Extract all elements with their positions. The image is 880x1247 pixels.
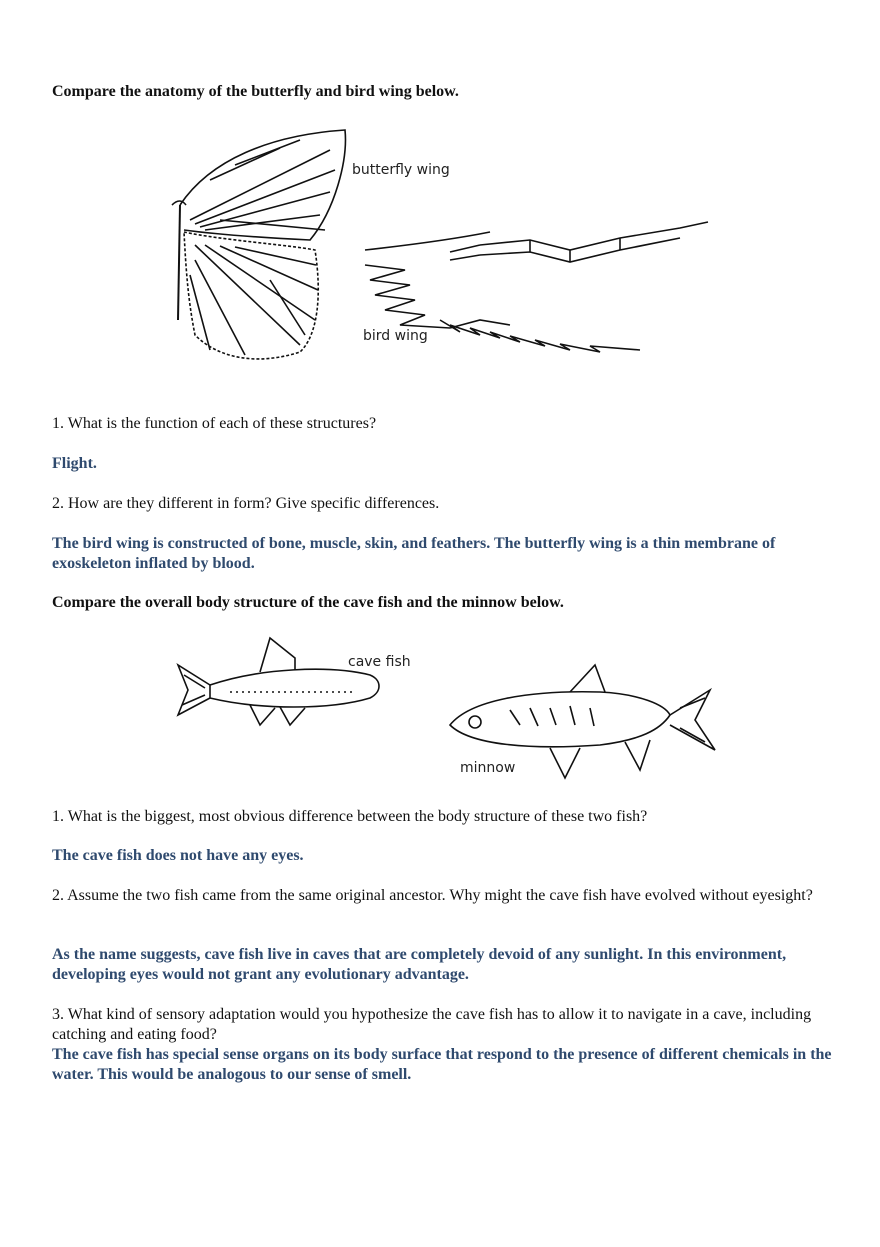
s2-answer-2: As the name suggests, cave fish live in caves that are completely devoid of any sunlight. In this environment, developing eyes would not grant any evolutionary advantage. (52, 946, 787, 983)
s2-answer-1: The cave fish does not have any eyes. (52, 847, 304, 864)
butterfly-wing-label: butterfly wing (352, 162, 450, 178)
s1-answer-1: Flight. (52, 455, 97, 472)
s2-answer-3: The cave fish has special sense organs on its body surface that respond to the presence of different chemicals in the water. This would be analogous to our sense of smell. (52, 1046, 832, 1083)
s2-question-1: 1. What is the biggest, most obvious difference between the body structure of these two fish? (52, 808, 648, 825)
minnow-eye (469, 716, 481, 728)
butterfly-wing-drawing (172, 130, 345, 359)
wing-comparison-figure (150, 120, 730, 375)
s1-question-2: 2. How are they different in form? Give specific differences. (52, 495, 440, 512)
s2-question-2: 2. Assume the two fish came from the same original ancestor. Why might the cave fish have evolved without eyesight? (52, 887, 813, 904)
cave-fish-label: cave fish (348, 654, 411, 670)
section1-heading: Compare the anatomy of the butterfly and bird wing below. (52, 83, 459, 100)
cave-fish-drawing (178, 638, 379, 725)
s1-answer-2: The bird wing is constructed of bone, muscle, skin, and feathers. The butterfly wing is a thin membrane of exoskeleton inflated by blood. (52, 535, 776, 572)
section2-heading: Compare the overall body structure of the cave fish and the minnow below. (52, 594, 564, 611)
fish-comparison-figure (170, 630, 730, 790)
s2-question-3: 3. What kind of sensory adaptation would you hypothesize the cave fish has to allow it to navigate in a cave, including catching and eating food? (52, 1006, 812, 1043)
bird-wing-label: bird wing (363, 328, 428, 344)
s1-question-1: 1. What is the function of each of these structures? (52, 415, 377, 432)
minnow-label: minnow (460, 760, 516, 776)
